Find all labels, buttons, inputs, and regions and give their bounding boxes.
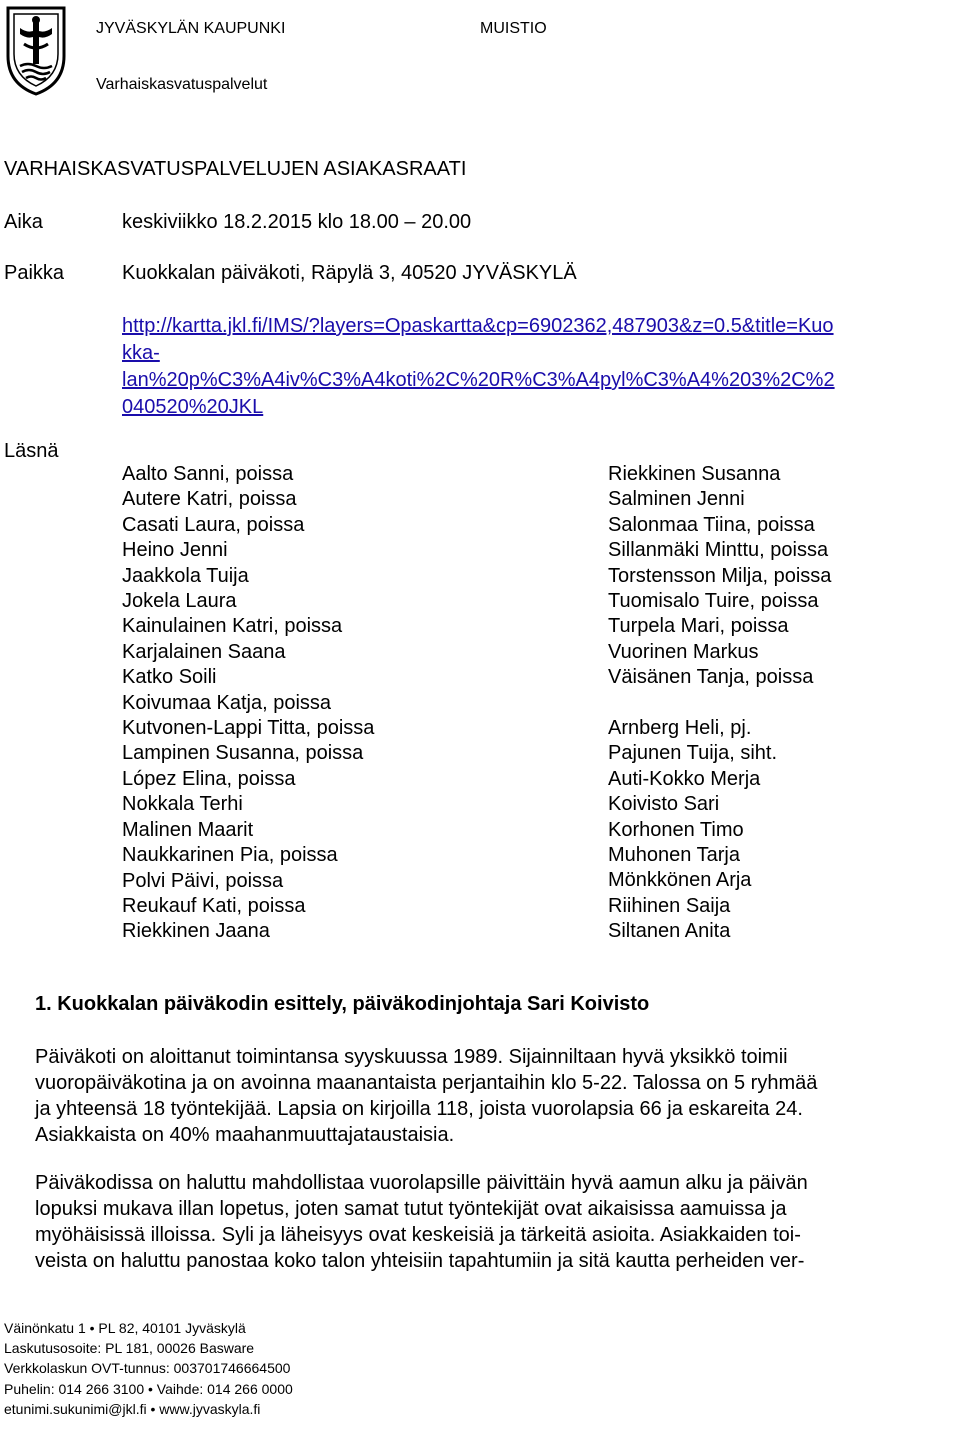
doc-type: MUISTIO: [480, 20, 547, 37]
attendee: Koivumaa Katja, poissa: [122, 691, 332, 714]
paragraph-line: lopuksi mukava illan lopetus, joten samat tutut työntekijät ovat aikaisissa aamuissa ja: [35, 1198, 787, 1220]
attendee: Sillanmäki Minttu, poissa: [608, 539, 829, 562]
attendee: Reukauf Kati, poissa: [122, 894, 306, 917]
attendee: Siltanen Anita: [608, 920, 731, 943]
attendee: Lampinen Susanna, poissa: [122, 742, 364, 765]
map-link-line[interactable]: lan%20p%C3%A4iv%C3%A4koti%2C%20R%C3%A4pyl%C3%A4%203%2C%2: [122, 369, 835, 391]
map-link-line[interactable]: http://kartta.jkl.fi/IMS/?layers=Opaskartta&cp=6902362,487903&z=0.5&title=Kuo: [122, 315, 834, 337]
footer-line: Verkkolaskun OVT-tunnus: 003701746664500: [4, 1360, 291, 1377]
map-link[interactable]: [122, 313, 912, 421]
attendee: Aalto Sanni, poissa: [122, 463, 294, 485]
attendee: Salminen Jenni: [608, 488, 745, 511]
paragraph-line: ja yhteensä 18 työntekijää. Lapsia on kirjoilla 118, joista vuorolapsia 66 ja eskareita 24.: [35, 1098, 803, 1120]
paragraph-line: vuoropäiväkotina ja on avoinna maanantaista perjantaihin klo 5-22. Talossa on 5 ryhmää: [35, 1072, 818, 1094]
attendee: Katko Soili: [122, 666, 217, 689]
map-link-line[interactable]: kka-: [122, 342, 160, 364]
attendee: Kainulainen Katri, poissa: [122, 615, 343, 638]
attendee: Mönkkönen Arja: [608, 869, 752, 892]
place-label: Paikka: [4, 262, 65, 284]
attendee: Riekkinen Susanna: [608, 463, 781, 485]
attendee: Kutvonen-Lappi Titta, poissa: [122, 717, 375, 740]
attendee: Nokkala Terhi: [122, 793, 243, 816]
list-spacer: [608, 691, 831, 716]
footer-line: Laskutusosoite: PL 181, 00026 Basware: [4, 1340, 255, 1357]
paragraph-line: myöhäisissä illoissa. Syli ja läheisyys ovat keskeisiä ja tärkeitä asioita. Asiakkaiden toi-: [35, 1224, 801, 1246]
attendee: Torstensson Milja, poissa: [608, 564, 832, 587]
attendee: Riihinen Saija: [608, 894, 731, 917]
org-name: JYVÄSKYLÄN KAUPUNKI: [96, 20, 286, 37]
paragraph-1: [35, 1044, 915, 1148]
attendee: Koivisto Sari: [608, 793, 720, 816]
attendee: Korhonen Timo: [608, 818, 744, 841]
paragraph-line: Päiväkodissa on haluttu mahdollistaa vuorolapsille päivittäin hyvä aamun alku ja päivän: [35, 1172, 808, 1194]
attendee: Väisänen Tanja, poissa: [608, 666, 814, 689]
footer-line: Puhelin: 014 266 3100 • Vaihde: 014 266 0000: [4, 1380, 293, 1397]
attendees-right-list: [608, 462, 831, 945]
paragraph-line: veista on haluttu panostaa koko talon yhteisiin tapahtumiin ja sitä kautta perheiden ver-: [35, 1250, 805, 1272]
attendee: Casati Laura, poissa: [122, 513, 305, 536]
map-link-line[interactable]: 040520%20JKL: [122, 396, 264, 418]
attendee: Vuorinen Markus: [608, 640, 759, 663]
unit-name: Varhaiskasvatuspalvelut: [96, 76, 268, 93]
attendee: Jaakkola Tuija: [122, 564, 249, 587]
attendee: Tuomisalo Tuire, poissa: [608, 590, 819, 613]
attendee: Polvi Päivi, poissa: [122, 869, 284, 892]
attendee: Auti-Kokko Merja: [608, 767, 761, 790]
city-crest-icon: [4, 4, 68, 96]
footer-line: Väinönkatu 1 • PL 82, 40101 Jyväskylä: [4, 1320, 246, 1336]
attendee: Naukkarinen Pia, poissa: [122, 844, 338, 867]
attendees-left-list: [122, 462, 374, 945]
attendee: Karjalainen Saana: [122, 640, 286, 663]
attendee: Salonmaa Tiina, poissa: [608, 513, 815, 536]
attendee: Pajunen Tuija, siht.: [608, 742, 777, 765]
paragraph-line: Päiväkoti on aloittanut toimintansa syyskuussa 1989. Sijainniltaan hyvä yksikkö toimii: [35, 1046, 788, 1068]
paragraph-2: [35, 1170, 915, 1274]
time-value: keskiviikko 18.2.2015 klo 18.00 – 20.00: [122, 211, 472, 233]
attendee: Muhonen Tarja: [608, 844, 740, 867]
attendee: López Elina, poissa: [122, 767, 296, 790]
footer-contact: [4, 1318, 293, 1419]
attendee: Jokela Laura: [122, 590, 237, 613]
present-label: Läsnä: [4, 440, 59, 462]
attendee: Heino Jenni: [122, 539, 228, 562]
time-label: Aika: [4, 211, 43, 233]
footer-line: etunimi.sukunimi@jkl.fi • www.jyvaskyla.fi: [4, 1400, 261, 1417]
paragraph-line: Asiakkaista on 40% maahanmuuttajataustaisia.: [35, 1124, 455, 1146]
attendee: Turpela Mari, poissa: [608, 615, 789, 638]
section-heading: 1. Kuokkalan päiväkodin esittely, päiväkodinjohtaja Sari Koivisto: [35, 993, 650, 1015]
place-value: Kuokkalan päiväkoti, Räpylä 3, 40520 JYVÄSKYLÄ: [122, 262, 577, 284]
attendee: Malinen Maarit: [122, 818, 254, 841]
document-title: VARHAISKASVATUSPALVELUJEN ASIAKASRAATI: [4, 158, 467, 180]
attendee: Autere Katri, poissa: [122, 488, 297, 511]
attendee: Riekkinen Jaana: [122, 920, 270, 943]
attendee: Arnberg Heli, pj.: [608, 717, 752, 740]
